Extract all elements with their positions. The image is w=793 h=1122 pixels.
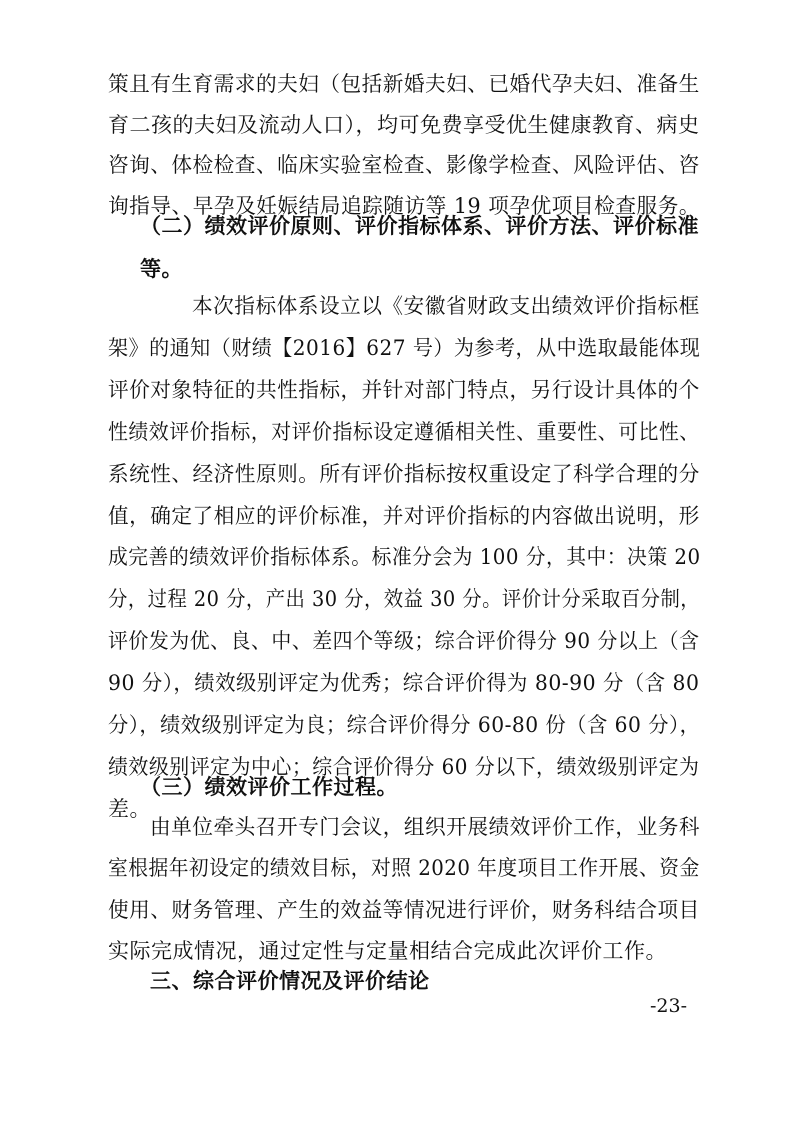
section2-body-line-11: 分），绩效级别评定为良；综合评价得分 60-80 份（含 60 分）， xyxy=(108,713,701,737)
section3-heading: （三）绩效评价工作过程。 xyxy=(140,775,398,799)
section3-body-line-4: 实际完成情况，通过定性与定量相结合完成此次评价工作。 xyxy=(108,938,667,963)
section2-body-line-7: 成完善的绩效评价指标体系。标准分会为 100 分，其中：决策 20 xyxy=(108,545,701,570)
section2-heading-line2: 等。 xyxy=(140,257,183,281)
section2-heading-line1: （二）绩效评价原则、评价指标体系、评价方法、评价标准 xyxy=(140,214,699,238)
section2-body-line-4: 性绩效评价指标，对评价指标设定遵循相关性、重要性、可比性、 xyxy=(108,419,700,444)
page-number: -23- xyxy=(650,995,688,1017)
section2-body-line-1: 本次指标体系设立以《安徽省财政支出绩效评价指标框 xyxy=(192,294,700,318)
section3-body-line-1: 由单位牵头召开专门会议，组织开展绩效评价工作，业务科 xyxy=(150,815,701,839)
section3-body-line-2: 室根据年初设定的绩效目标，对照 2020 年度项目工作开展、资金 xyxy=(108,856,700,881)
section2-body-line-13: 差。 xyxy=(108,796,151,821)
intro-line-4: 询指导、早孕及妊娠结局追踪随访等 19 项孕优项目检查服务。 xyxy=(108,193,701,218)
part3-heading: 三、综合评价情况及评价结论 xyxy=(150,969,430,993)
section2-body-line-3: 评价对象特征的共性指标，并针对部门特点，另行设计具体的个 xyxy=(108,377,700,402)
intro-line-1: 策且有生育需求的夫妇（包括新婚夫妇、已婚代孕夫妇、准备生 xyxy=(108,72,700,96)
section2-body-line-5: 系统性、经济性原则。所有评价指标按权重设定了科学合理的分 xyxy=(108,461,700,486)
section2-body-line-6: 值，确定了相应的评价标准，并对评价指标的内容做出说明，形 xyxy=(108,503,700,528)
intro-line-3: 咨询、体检检查、临床实验室检查、影像学检查、风险评估、咨 xyxy=(108,153,700,178)
section2-body-line-12: 绩效级别评定为中心；综合评价得分 60 分以下，绩效级别评定为 xyxy=(108,754,700,779)
intro-line-2: 育二孩的夫妇及流动人口），均可免费享受优生健康教育、病史 xyxy=(108,112,700,137)
section2-body-line-9: 评价发为优、良、中、差四个等级；综合评价得分 90 分以上（含 xyxy=(108,629,700,654)
section2-body-line-10: 90 分），绩效级别评定为优秀；综合评价得为 80-90 分（含 80 xyxy=(108,671,700,696)
section3-body-line-3: 使用、财务管理、产生的效益等情况进行评价，财务科结合项目 xyxy=(108,897,700,922)
section2-body-line-8: 分，过程 20 分，产出 30 分，效益 30 分。评价计分采取百分制， xyxy=(108,587,701,612)
section2-body-line-2: 架》的通知（财绩【2016】627 号）为参考，从中选取最能体现 xyxy=(108,335,701,360)
